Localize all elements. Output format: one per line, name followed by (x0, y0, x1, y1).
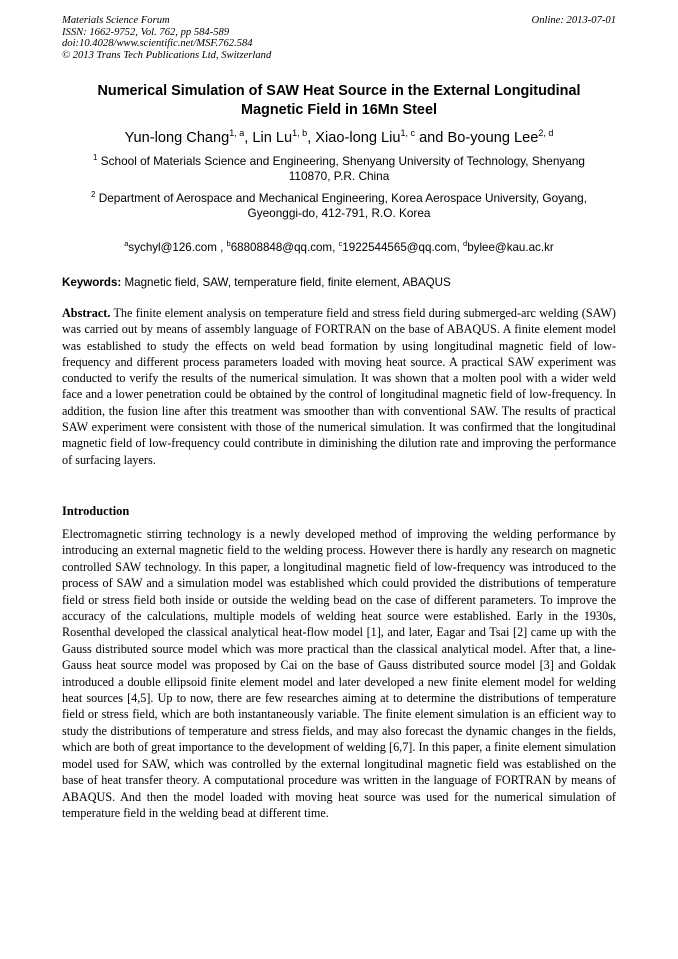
keywords-label: Keywords: (62, 276, 122, 289)
author-affil-marker: 2, d (538, 128, 554, 138)
affiliation-line: Department of Aerospace and Mechanical Engineering, Korea Aerospace University, Goyang, (98, 191, 588, 205)
issn-line: ISSN: 1662-9752, Vol. 762, pp 584-589 (62, 26, 230, 38)
email-marker: d (463, 239, 468, 248)
abstract (62, 305, 616, 468)
section-heading-introduction: Introduction (62, 504, 130, 518)
email-list (62, 241, 616, 254)
author-separator: , (244, 130, 253, 146)
email-address[interactable]: sychyl@126.com (128, 241, 217, 254)
keywords (62, 276, 616, 289)
author-name: Yun-long Chang (124, 130, 230, 146)
email-separator: , (216, 241, 227, 254)
author-separator: and (415, 130, 448, 146)
email-marker: b (226, 239, 231, 248)
affiliation-line: 110870, P.R. China (288, 169, 390, 183)
keywords-text: Magnetic field, SAW, temperature field, finite element, ABAQUS (121, 276, 451, 289)
author-separator: , (307, 130, 316, 146)
journal-name: Materials Science Forum (62, 15, 170, 26)
title-line-2: Magnetic Field in 16Mn Steel (241, 102, 437, 118)
author-name: Lin Lu (252, 130, 293, 146)
author-affil-marker: 1, b (292, 128, 308, 138)
journal-header (62, 15, 271, 61)
abstract-text: The finite element analysis on temperature field and stress field during submerged-arc welding (SAW) was carried out by means of assembly language of FORTRAN on the base of ABAQUS. A finite element model was established to study the effects on weld bead formation by using longitudinal magnetic field of low-frequency and different process parameters loaded with moving heat source. A practical SAW experiment was conducted to verify the results of the numerical simulation. It was shown that a molten pool with a wider weld face and a lower penetration could be obtained by the control of longitudinal magnetic field of low-frequency. In addition, the fusion line after this treatment was smoother than with conventional SAW. The results of practical SAW experiment were consistent with those of the numerical simulation. It was confirmed that the longitudinal magnetic field of low-frequency could contribute in diminishing the dilution rate and improving the performance of surfacing layers. (62, 306, 616, 467)
copyright-line: © 2013 Trans Tech Publications Ltd, Switzerland (62, 49, 272, 61)
affiliation-1 (62, 154, 616, 184)
abstract-label: Abstract. (62, 306, 111, 320)
doi-line: doi:10.4028/www.scientific.net/MSF.762.584 (62, 38, 253, 50)
email-address[interactable]: 1922544565@qq.com (342, 241, 457, 254)
email-address[interactable]: bylee@kau.ac.kr (467, 241, 554, 254)
email-marker: a (124, 239, 129, 248)
affiliation-line: Gyeonggi-do, 412-791, R.O. Korea (247, 206, 431, 220)
online-date: Online: 2013-07-01 (531, 15, 616, 26)
author-list (62, 129, 616, 147)
author-name: Bo-young Lee (447, 130, 539, 146)
affiliation-marker: 1 (93, 153, 98, 162)
email-separator: , (456, 241, 464, 254)
author-name: Xiao-long Liu (315, 130, 401, 146)
affiliation-line: School of Materials Science and Engineering, Shenyang University of Technology, Shenyang (100, 154, 585, 168)
email-address[interactable]: 68808848@qq.com (230, 241, 333, 254)
title-line-1: Numerical Simulation of SAW Heat Source in the External Longitudinal (97, 83, 581, 99)
affiliation-marker: 2 (90, 190, 96, 199)
author-affil-marker: 1, a (229, 128, 245, 138)
affiliation-2 (62, 191, 616, 221)
email-marker: c (338, 239, 343, 248)
paper-title (62, 82, 616, 120)
author-affil-marker: 1, c (400, 128, 416, 138)
email-separator: , (332, 241, 339, 254)
introduction-paragraph: Electromagnetic stirring technology is a newly developed method of improving the welding performance by introducing an external magnetic field to the welding process. However there is hardly any research on magnetic controlled SAW technology. In this paper, a longitudinal magnetic field of low-frequency was introduced to the process of SAW and a simulation model was established which could provided the distributions of temperature field or stress field both inside or outside the welding bead on the case of different parameters. To improve the accuracy of the calculations, multiple models of welding heat source were established. Early in the 1930s, Rosenthal developed the classical analytical heat-flow model [1], and later, Eagar and Tsai [2] came up with the Gauss distributed source model which was more practical than the classical analytical model. After that, a line-Gauss heat source model was proposed by Cai on the base of Gauss distributed source model [3] and Goldak introduced a double ellipsoid finite element model and later developed a new finite element model for welding heat sources [4,5]. Up to now, there are few researches aiming at to determine the distributions of temperature field or stress field, which are both instantaneously variable. The finite element simulation is an efficient way to study the distributions of temperature and stress fields, and may also forecast the dynamic changes in the fields, which are both of great importance to the development of welding [6,7]. In this paper, a finite element simulation model used for SAW, which was controlled by the external longitudinal magnetic field was established on the base of heat transfer theory. A computational procedure was written in the language of FORTRAN by means of ABAQUS. And then the model loaded with moving heat source was used for the numerical simulation of temperature field in the welding bead at different time. (62, 527, 616, 820)
